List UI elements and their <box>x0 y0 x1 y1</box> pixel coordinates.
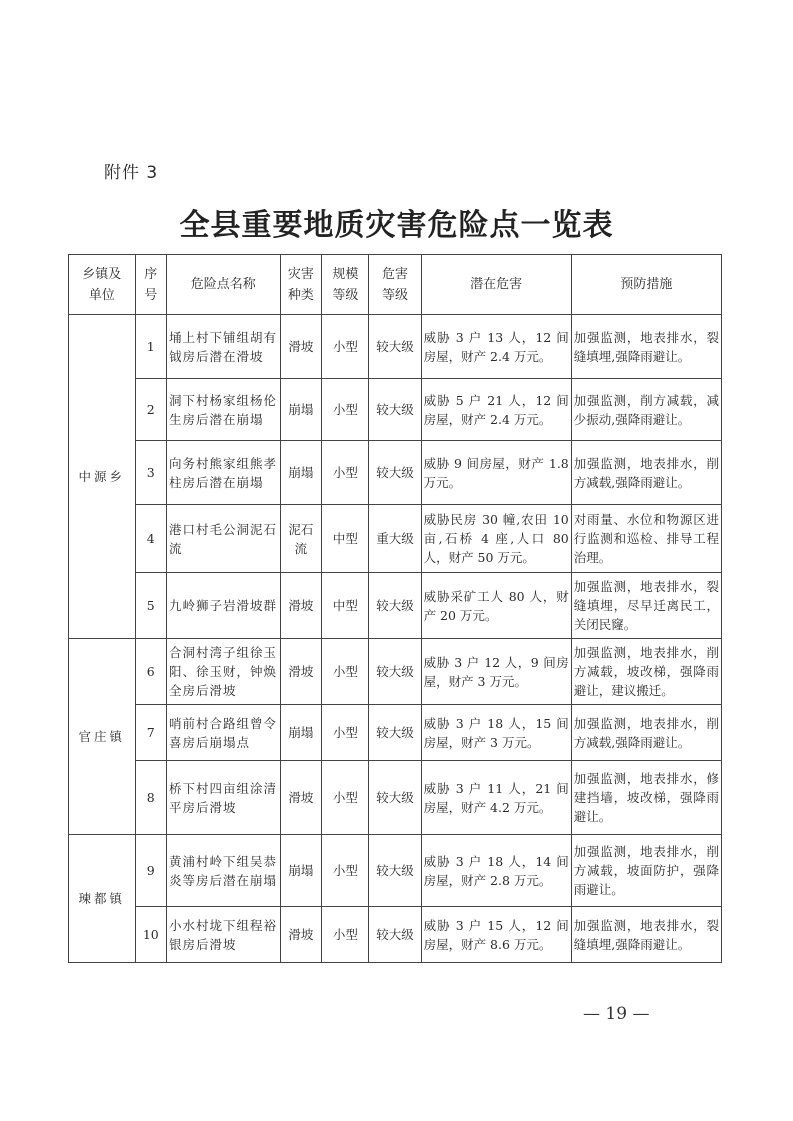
table-row <box>69 505 722 573</box>
index-cell: 7 <box>135 705 166 761</box>
level-cell: 较大级 <box>369 441 421 505</box>
table-row <box>69 315 722 379</box>
table-row <box>69 639 722 705</box>
type-cell: 崩塌 <box>280 835 322 907</box>
document-title: 全县重要地质灾害危险点一览表 <box>179 208 614 243</box>
scale-cell: 小型 <box>322 761 369 835</box>
measures-cell: 加强监测，地表排水，裂缝填埋,强降雨避让。 <box>571 315 721 379</box>
scale-cell: 小型 <box>322 705 369 761</box>
index-cell: 1 <box>135 315 166 379</box>
level-cell: 较大级 <box>369 835 421 907</box>
measures-cell: 加强监测，地表排水，削方减载,强降雨避让。 <box>571 441 721 505</box>
town-cell: 中源乡 <box>69 315 136 639</box>
type-cell: 滑坡 <box>280 573 322 639</box>
threat-cell: 威胁 5 户 21 人，12 间房屋，财产 2.4 万元。 <box>421 379 571 441</box>
scale-cell: 小型 <box>322 315 369 379</box>
measures-cell: 加强监测，地表排水，裂缝填埋,强降雨避让。 <box>571 907 721 963</box>
level-cell: 较大级 <box>369 639 421 705</box>
header-threat: 潜在危害 <box>421 255 571 315</box>
name-cell: 合洞村湾子组徐玉阳、徐玉财，钟焕全房后滑坡 <box>166 639 280 705</box>
level-cell: 较大级 <box>369 379 421 441</box>
scale-cell: 中型 <box>322 505 369 573</box>
type-cell: 滑坡 <box>280 639 322 705</box>
threat-cell: 威胁采矿工人 80 人，财产 20 万元。 <box>421 573 571 639</box>
scale-cell: 小型 <box>322 441 369 505</box>
page-number: — 19 — <box>583 1004 650 1024</box>
measures-cell: 加强监测，地表排水，削方减载,强降雨避让。 <box>571 705 721 761</box>
index-cell: 4 <box>135 505 166 573</box>
name-cell: 黄浦村岭下组吴恭炎等房后潜在崩塌 <box>166 835 280 907</box>
header-type: 灾害 种类 <box>280 255 322 315</box>
measures-cell: 加强监测，地表排水，削方减载，坡面防护，强降雨避让。 <box>571 835 721 907</box>
header-town: 乡镇及 单位 <box>69 255 136 315</box>
town-cell: 官庄镇 <box>69 639 136 835</box>
table-row <box>69 705 722 761</box>
index-cell: 10 <box>135 907 166 963</box>
hazard-table <box>68 254 722 963</box>
table-row <box>69 835 722 907</box>
index-cell: 8 <box>135 761 166 835</box>
level-cell: 较大级 <box>369 705 421 761</box>
type-cell: 崩塌 <box>280 441 322 505</box>
measures-cell: 加强监测，地表排水，裂缝填埋，尽早迁离民工，关闭民窿。 <box>571 573 721 639</box>
attachment-label: 附件 3 <box>104 163 159 183</box>
threat-cell: 威胁 3 户 18 人，14 间房屋，财产 2.8 万元。 <box>421 835 571 907</box>
name-cell: 小水村垅下组程裕银房后滑坡 <box>166 907 280 963</box>
measures-cell: 加强监测，削方减载，减少振动,强降雨避让。 <box>571 379 721 441</box>
measures-cell: 对雨量、水位和物源区进行监测和巡检、排导工程治理。 <box>571 505 721 573</box>
scale-cell: 小型 <box>322 639 369 705</box>
table-row <box>69 761 722 835</box>
scale-cell: 小型 <box>322 379 369 441</box>
type-cell: 泥石流 <box>280 505 322 573</box>
table-row <box>69 379 722 441</box>
threat-cell: 威胁 3 户 15 人，12 间房屋，财产 8.6 万元。 <box>421 907 571 963</box>
table-row <box>69 573 722 639</box>
town-cell: 瑓都镇 <box>69 835 136 963</box>
level-cell: 较大级 <box>369 761 421 835</box>
level-cell: 重大级 <box>369 505 421 573</box>
index-cell: 2 <box>135 379 166 441</box>
table-row <box>69 907 722 963</box>
index-cell: 3 <box>135 441 166 505</box>
type-cell: 崩塌 <box>280 379 322 441</box>
threat-cell: 威胁 3 户 18 人，15 间房屋，财产 3 万元。 <box>421 705 571 761</box>
type-cell: 滑坡 <box>280 315 322 379</box>
header-level: 危害 等级 <box>369 255 421 315</box>
threat-cell: 威胁 3 户 11 人，21 间房屋，财产 4.2 万元。 <box>421 761 571 835</box>
name-cell: 向务村熊家组熊孝柱房后潜在崩塌 <box>166 441 280 505</box>
table-header-row <box>69 255 722 315</box>
threat-cell: 威胁 9 间房屋，财产 1.8 万元。 <box>421 441 571 505</box>
name-cell: 桥下村四亩组涂清平房后滑坡 <box>166 761 280 835</box>
index-cell: 9 <box>135 835 166 907</box>
name-cell: 港口村毛公洞泥石流 <box>166 505 280 573</box>
header-index: 序 号 <box>135 255 166 315</box>
header-scale: 规模 等级 <box>322 255 369 315</box>
index-cell: 6 <box>135 639 166 705</box>
type-cell: 滑坡 <box>280 761 322 835</box>
name-cell: 哨前村合路组曾令喜房后崩塌点 <box>166 705 280 761</box>
type-cell: 崩塌 <box>280 705 322 761</box>
index-cell: 5 <box>135 573 166 639</box>
scale-cell: 小型 <box>322 907 369 963</box>
scale-cell: 小型 <box>322 835 369 907</box>
header-measures: 预防措施 <box>571 255 721 315</box>
level-cell: 较大级 <box>369 907 421 963</box>
table-row <box>69 441 722 505</box>
level-cell: 较大级 <box>369 573 421 639</box>
measures-cell: 加强监测，地表排水，修建挡墙，坡改梯，强降雨避让。 <box>571 761 721 835</box>
type-cell: 滑坡 <box>280 907 322 963</box>
level-cell: 较大级 <box>369 315 421 379</box>
threat-cell: 威胁 3 户 13 人，12 间房屋，财产 2.4 万元。 <box>421 315 571 379</box>
name-cell: 九岭狮子岩滑坡群 <box>166 573 280 639</box>
measures-cell: 加强监测，地表排水，削方减载，坡改梯，强降雨避让，建议搬迁。 <box>571 639 721 705</box>
threat-cell: 威胁 3 户 12 人，9 间房屋，财产 3 万元。 <box>421 639 571 705</box>
threat-cell: 威胁民房 30 幢,农田 10 亩,石桥 4 座,人口 80 人，财产 50 万元。 <box>421 505 571 573</box>
name-cell: 洞下村杨家组杨伦生房后潜在崩塌 <box>166 379 280 441</box>
scale-cell: 中型 <box>322 573 369 639</box>
name-cell: 埇上村下铺组胡有钺房后潜在滑坡 <box>166 315 280 379</box>
header-name: 危险点名称 <box>166 255 280 315</box>
